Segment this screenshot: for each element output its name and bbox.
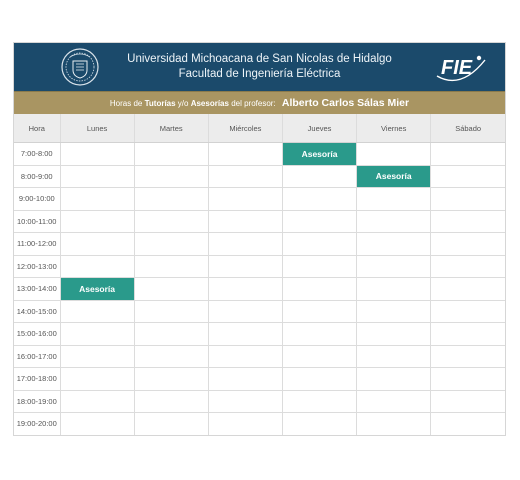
- slot-empty[interactable]: [60, 255, 134, 278]
- table-row: [14, 143, 505, 166]
- slot-empty[interactable]: [282, 390, 356, 413]
- slot-empty[interactable]: [431, 210, 505, 233]
- slot-empty[interactable]: [134, 390, 208, 413]
- slot-empty[interactable]: [282, 368, 356, 391]
- subheader-prefix: Horas de: [109, 99, 143, 108]
- subheader-asesorias: Asesorías: [190, 99, 229, 108]
- slot-empty[interactable]: [431, 278, 505, 301]
- slot-empty[interactable]: [60, 390, 134, 413]
- slot-empty[interactable]: [134, 345, 208, 368]
- slot-empty[interactable]: [208, 368, 282, 391]
- slot-empty[interactable]: [431, 323, 505, 346]
- table-row: [14, 300, 505, 323]
- slot-empty[interactable]: [134, 323, 208, 346]
- table-row: [14, 345, 505, 368]
- slot-empty[interactable]: [60, 368, 134, 391]
- slot-empty[interactable]: [357, 188, 431, 211]
- slot-asesoria[interactable]: Asesoría: [357, 165, 431, 188]
- slot-empty[interactable]: [60, 413, 134, 435]
- slot-empty[interactable]: [134, 143, 208, 166]
- slot-empty[interactable]: [134, 278, 208, 301]
- slot-empty[interactable]: [60, 143, 134, 166]
- table-row: [14, 323, 505, 346]
- slot-empty[interactable]: [208, 345, 282, 368]
- hour-cell: 7:00-8:00: [14, 143, 60, 166]
- slot-empty[interactable]: [60, 345, 134, 368]
- slot-empty[interactable]: [357, 278, 431, 301]
- slot-empty[interactable]: [431, 255, 505, 278]
- slot-empty[interactable]: [134, 300, 208, 323]
- slot-empty[interactable]: [431, 188, 505, 211]
- slot-empty[interactable]: [134, 413, 208, 435]
- slot-empty[interactable]: [134, 233, 208, 256]
- hour-cell: 10:00-11:00: [14, 210, 60, 233]
- faculty-name: Facultad de Ingeniería Eléctrica: [178, 68, 341, 80]
- hour-cell: 11:00-12:00: [14, 233, 60, 256]
- table-row: [14, 165, 505, 188]
- slot-empty[interactable]: [431, 345, 505, 368]
- slot-empty[interactable]: [60, 188, 134, 211]
- slot-empty[interactable]: [431, 233, 505, 256]
- slot-empty[interactable]: [431, 165, 505, 188]
- column-header: Miércoles: [208, 114, 282, 143]
- slot-empty[interactable]: [282, 255, 356, 278]
- hour-cell: 19:00-20:00: [14, 413, 60, 435]
- slot-empty[interactable]: [208, 233, 282, 256]
- column-header: Jueves: [282, 114, 356, 143]
- slot-empty[interactable]: [208, 210, 282, 233]
- slot-empty[interactable]: [208, 323, 282, 346]
- slot-empty[interactable]: [60, 165, 134, 188]
- table-row: [14, 368, 505, 391]
- slot-asesoria[interactable]: Asesoría: [60, 278, 134, 301]
- slot-empty[interactable]: [357, 233, 431, 256]
- fie-logo-text: FIE: [441, 57, 473, 79]
- slot-empty[interactable]: [60, 323, 134, 346]
- table-row: [14, 233, 505, 256]
- slot-empty[interactable]: [282, 210, 356, 233]
- slot-empty[interactable]: [282, 165, 356, 188]
- slot-empty[interactable]: [282, 323, 356, 346]
- slot-empty[interactable]: [282, 188, 356, 211]
- slot-empty[interactable]: [60, 233, 134, 256]
- schedule-body: [14, 143, 505, 435]
- header-titles: [14, 52, 505, 82]
- slot-asesoria[interactable]: Asesoría: [282, 143, 356, 166]
- subheader-tutorias: Tutorías: [144, 99, 176, 108]
- slot-empty[interactable]: [208, 300, 282, 323]
- column-header: Viernes: [357, 114, 431, 143]
- table-row: [14, 278, 505, 301]
- table-row: [14, 188, 505, 211]
- slot-empty[interactable]: [282, 278, 356, 301]
- hour-cell: 16:00-17:00: [14, 345, 60, 368]
- slot-empty[interactable]: [134, 165, 208, 188]
- slot-empty[interactable]: [134, 255, 208, 278]
- professor-name: Alberto Carlos Sálas Mier: [281, 97, 410, 109]
- hour-cell: 18:00-19:00: [14, 390, 60, 413]
- slot-empty[interactable]: [431, 300, 505, 323]
- table-row: [14, 413, 505, 435]
- slot-empty[interactable]: [357, 255, 431, 278]
- slot-empty[interactable]: [431, 390, 505, 413]
- slot-empty[interactable]: [282, 233, 356, 256]
- slot-empty[interactable]: [282, 413, 356, 435]
- schedule-table: [14, 114, 505, 435]
- slot-empty[interactable]: [282, 300, 356, 323]
- slot-empty[interactable]: [60, 300, 134, 323]
- slot-empty[interactable]: [208, 255, 282, 278]
- slot-empty[interactable]: [357, 210, 431, 233]
- slot-empty[interactable]: [282, 345, 356, 368]
- slot-empty[interactable]: [208, 413, 282, 435]
- slot-empty[interactable]: [208, 278, 282, 301]
- hour-cell: 17:00-18:00: [14, 368, 60, 391]
- subheader-conj: y/o: [177, 99, 189, 108]
- slot-empty[interactable]: [431, 143, 505, 166]
- hour-cell: 12:00-13:00: [14, 255, 60, 278]
- header-banner: [14, 43, 505, 91]
- subheader-suffix: del profesor:: [231, 99, 276, 108]
- slot-empty[interactable]: [60, 210, 134, 233]
- slot-empty[interactable]: [357, 143, 431, 166]
- hour-cell: 13:00-14:00: [14, 278, 60, 301]
- table-header-row: [14, 114, 505, 143]
- hour-cell: 8:00-9:00: [14, 165, 60, 188]
- schedule-card: [13, 42, 506, 436]
- subheader-bar: [14, 91, 505, 114]
- slot-empty[interactable]: [357, 368, 431, 391]
- fie-logo-icon: [435, 50, 487, 84]
- hour-cell: 9:00-10:00: [14, 188, 60, 211]
- hour-cell: 15:00-16:00: [14, 323, 60, 346]
- slot-empty[interactable]: [357, 323, 431, 346]
- hour-cell: 14:00-15:00: [14, 300, 60, 323]
- slot-empty[interactable]: [431, 368, 505, 391]
- slot-empty[interactable]: [134, 210, 208, 233]
- slot-empty[interactable]: [357, 345, 431, 368]
- table-row: [14, 255, 505, 278]
- column-header: Martes: [134, 114, 208, 143]
- slot-empty[interactable]: [357, 300, 431, 323]
- slot-empty[interactable]: [357, 413, 431, 435]
- slot-empty[interactable]: [134, 368, 208, 391]
- column-header: Sábado: [431, 114, 505, 143]
- table-row: [14, 390, 505, 413]
- slot-empty[interactable]: [134, 188, 208, 211]
- slot-empty[interactable]: [431, 413, 505, 435]
- slot-empty[interactable]: [208, 143, 282, 166]
- table-row: [14, 210, 505, 233]
- column-header: Lunes: [60, 114, 134, 143]
- slot-empty[interactable]: [208, 188, 282, 211]
- slot-empty[interactable]: [357, 390, 431, 413]
- slot-empty[interactable]: [208, 165, 282, 188]
- column-header: Hora: [14, 114, 60, 143]
- slot-empty[interactable]: [208, 390, 282, 413]
- university-name: Universidad Michoacana de San Nicolas de Hidalgo: [127, 53, 392, 65]
